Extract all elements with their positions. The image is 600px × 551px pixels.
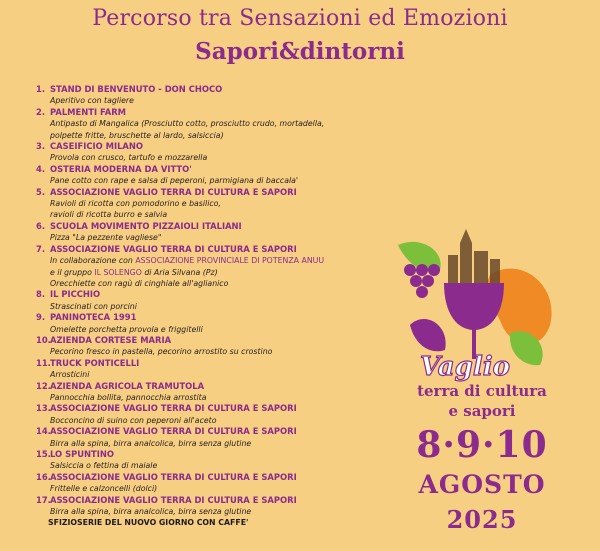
item-heading xyxy=(36,244,396,255)
grapes-icon xyxy=(404,264,440,298)
item-number: 8. xyxy=(36,289,46,300)
list-item xyxy=(36,141,396,164)
item-number: 17. xyxy=(36,494,51,505)
item-description: Birra alla spina, birra analcolica, birra senza glutine xyxy=(50,507,252,517)
item-name: ASSOCIAZIONE VAGLIO TERRA DI CULTURA E SAPORI xyxy=(50,471,297,482)
item-heading xyxy=(36,187,396,198)
list-item xyxy=(36,472,396,495)
item-heading xyxy=(36,426,396,437)
item-heading xyxy=(36,381,396,392)
item-collaboration xyxy=(36,255,396,266)
list-item xyxy=(36,403,396,426)
item-name: ASSOCIAZIONE VAGLIO TERRA DI CULTURA E SAPORI xyxy=(50,494,297,505)
vaglio-logo xyxy=(390,215,570,395)
item-name: ASSOCIAZIONE VAGLIO TERRA DI CULTURA E SAPORI xyxy=(50,426,297,437)
item-heading xyxy=(36,84,396,95)
item-number: 3. xyxy=(36,141,46,152)
item-number: 12. xyxy=(36,380,51,391)
item-description: Pannocchia bollita, pannocchia arrostita xyxy=(50,392,207,402)
event-year: 2025 xyxy=(446,505,518,534)
item-description: Omelette porchetta provola e friggitelli xyxy=(50,324,203,334)
item-heading xyxy=(36,141,396,152)
group-suffix: di Aria Silvana (Pz) xyxy=(141,267,218,277)
item-description: Bocconcino di suino con peperoni all'aceto xyxy=(50,415,217,425)
list-item xyxy=(36,449,396,472)
list-item xyxy=(36,358,396,381)
vendor-list xyxy=(36,84,396,528)
item-heading xyxy=(36,107,396,118)
list-item xyxy=(36,244,396,290)
item-number: 11. xyxy=(36,357,51,368)
item-heading xyxy=(36,335,396,346)
item-name: OSTERIA MODERNA DA VITTO' xyxy=(50,163,192,174)
item-heading xyxy=(36,495,396,506)
item-description: Provola con crusco, tartufo e mozzarella xyxy=(50,153,208,163)
item-heading xyxy=(36,164,396,175)
item-heading xyxy=(36,472,396,483)
item-description: Birra alla spina, birra analcolica, birra senza glutine xyxy=(50,438,252,448)
item-collaboration-group xyxy=(36,267,396,278)
item-name: IL PICCHIO xyxy=(50,289,101,300)
list-item xyxy=(36,84,396,107)
list-item xyxy=(36,312,396,335)
item-heading xyxy=(36,449,396,460)
list-item xyxy=(36,221,396,244)
poster-title: Percorso tra Sensazioni ed Emozioni xyxy=(92,6,508,31)
item-name: CASEIFICIO MILANO xyxy=(50,141,144,152)
item-number: 13. xyxy=(36,403,51,414)
list-item xyxy=(36,107,396,141)
item-number: 14. xyxy=(36,426,51,437)
item-number: 15. xyxy=(36,449,51,459)
item-description: Arrosticini xyxy=(50,370,90,380)
item-name: PANINOTECA 1991 xyxy=(50,312,137,323)
list-item xyxy=(36,381,396,404)
item-description: Strascinati con porcini xyxy=(50,301,137,311)
item-description: Antipasto di Mangalica (Prosciutto cotto, prosciutto crudo, mortadella, xyxy=(50,119,325,129)
item-name: ASSOCIAZIONE VAGLIO TERRA DI CULTURA E SAPORI xyxy=(50,186,297,197)
logo-tagline-1: terra di cultura xyxy=(417,382,547,400)
item-number: 2. xyxy=(36,106,46,117)
item-number: 5. xyxy=(36,186,46,197)
list-item xyxy=(36,495,396,518)
list-item xyxy=(36,426,396,449)
item-description: polpette fritte, bruschette al lardo, salsiccia) xyxy=(50,130,224,140)
item-name: SCUOLA MOVIMENTO PIZZAIOLI ITALIANI xyxy=(50,220,242,231)
item-name: STAND DI BENVENUTO - DON CHOCO xyxy=(50,84,223,94)
purple-leaf-icon xyxy=(410,319,446,351)
item-description: Pane cotto con rape e salsa di peperoni, parmigiana di baccala' xyxy=(50,176,299,186)
item-heading xyxy=(36,312,396,323)
item-number: 9. xyxy=(36,312,46,323)
event-dates: 8·9·10 xyxy=(416,424,548,466)
item-name: TRUCK PONTICELLI xyxy=(50,357,140,368)
logo-tagline-2: e sapori xyxy=(448,402,516,420)
item-number: 4. xyxy=(36,163,46,174)
item-name: ASSOCIAZIONE VAGLIO TERRA DI CULTURA E SAPORI xyxy=(50,403,297,414)
item-name: LO SPUNTINO xyxy=(50,449,115,459)
list-item xyxy=(36,289,396,312)
vaglio-wordmark: Vaglio xyxy=(420,352,510,382)
item-heading xyxy=(36,221,396,232)
item-heading xyxy=(36,289,396,300)
poster-subtitle: Sapori&dintorni xyxy=(195,38,405,65)
group-name: IL SOLENGO xyxy=(94,267,142,277)
item-description: Pecorino fresco in pastella, pecorino arrostito su crostino xyxy=(50,347,273,357)
item-name: PALMENTI FARM xyxy=(50,106,127,117)
item-number: 10. xyxy=(36,334,51,345)
item-heading xyxy=(36,358,396,369)
footer-note: SFIZIOSERIE DEL NUOVO GIORNO CON CAFFE' xyxy=(48,518,249,528)
list-item xyxy=(36,187,396,221)
event-month: AGOSTO xyxy=(418,470,546,499)
item-number: 7. xyxy=(36,243,46,254)
item-description: Pizza "La pezzente vagliese" xyxy=(50,233,162,243)
group-prefix: e il gruppo xyxy=(50,267,95,277)
item-heading xyxy=(36,403,396,414)
list-item xyxy=(36,164,396,187)
collab-association: ASSOCIAZIONE PROVINCIALE DI POTENZA ANUU xyxy=(135,256,325,266)
item-description: Frittelle e calzoncelli (dolci) xyxy=(50,484,158,494)
item-name: ASSOCIAZIONE VAGLIO TERRA DI CULTURA E SAPORI xyxy=(50,243,297,254)
town-icon xyxy=(448,229,500,285)
item-description: Aperitivo con tagliere xyxy=(50,96,134,106)
item-description: Salsiccia o fettina di maiale xyxy=(50,461,158,471)
item-description: Ravioli di ricotta con pomodorino e basilico, xyxy=(50,199,221,209)
item-number: 1. xyxy=(36,84,46,94)
item-number: 6. xyxy=(36,220,46,231)
item-description: ravioli di ricotta burro e salvia xyxy=(50,210,168,220)
item-name: AZIENDA AGRICOLA TRAMUTOLA xyxy=(50,380,205,391)
collab-prefix: In collaborazione con xyxy=(50,256,136,266)
list-item xyxy=(36,335,396,358)
wine-glass-icon xyxy=(444,283,504,330)
item-description: Orecchiette con ragù di cinghiale all'aglianico xyxy=(50,278,229,288)
item-name: AZIENDA CORTESE MARIA xyxy=(50,334,172,345)
item-number: 16. xyxy=(36,471,51,482)
